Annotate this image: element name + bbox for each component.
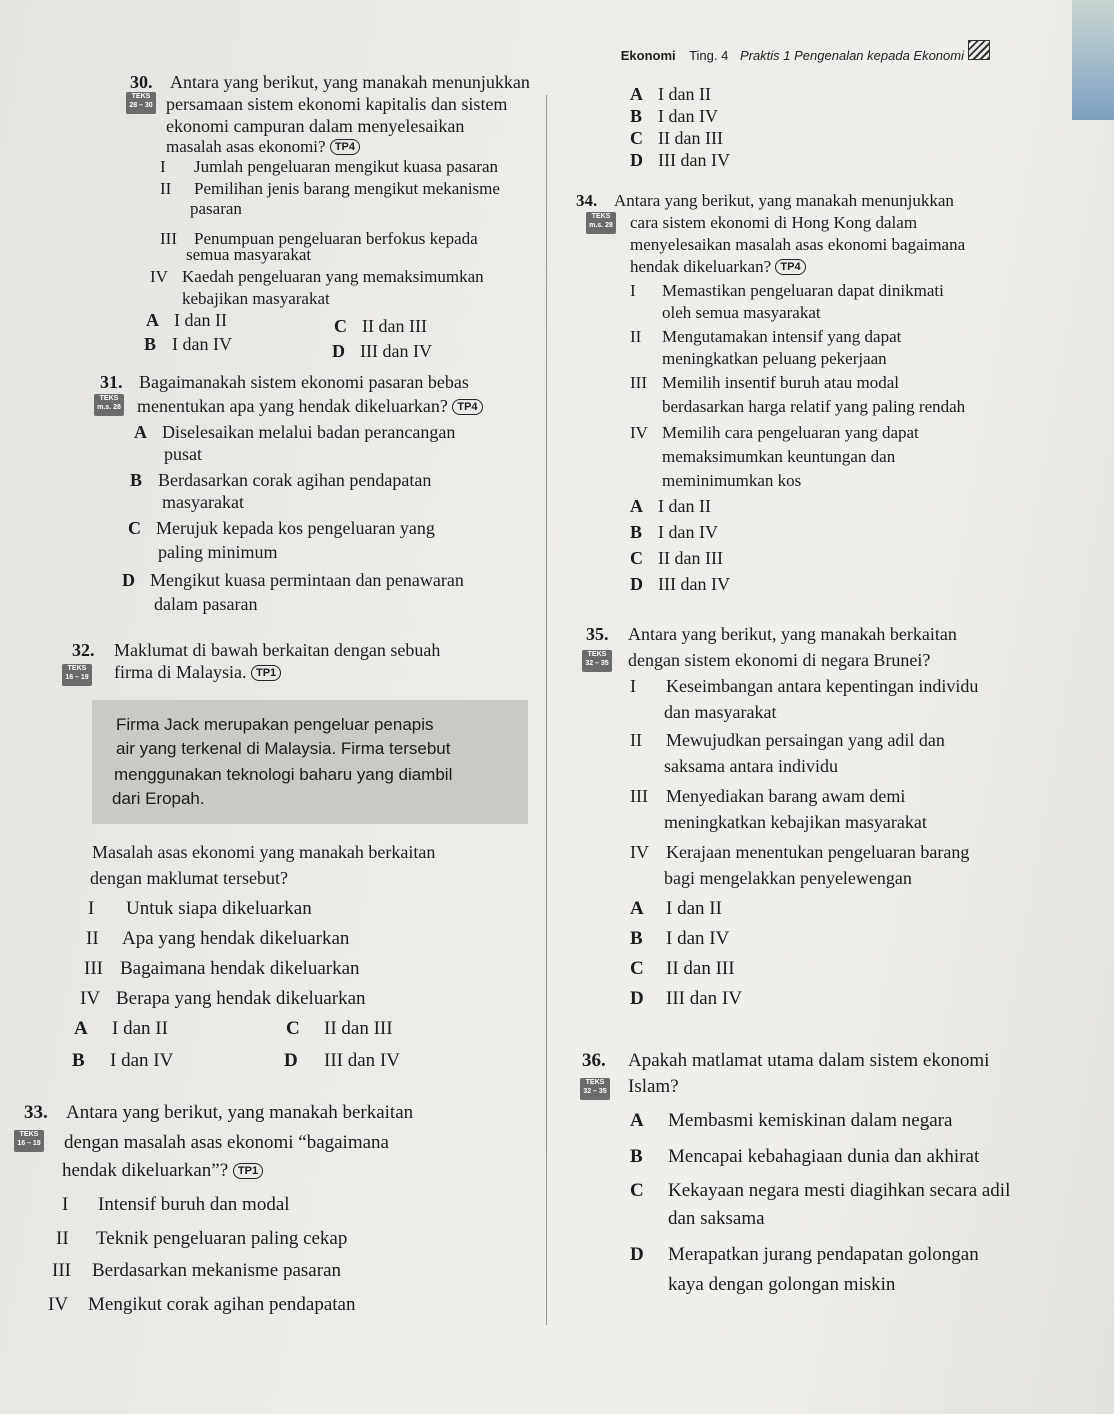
q36-option-c-cont: dan saksama xyxy=(668,1208,765,1229)
q33-line-1: Antara yang berikut, yang manakah berkaitan xyxy=(66,1102,414,1123)
q35-line-1: Antara yang berikut, yang manakah berkaitan xyxy=(628,624,957,644)
q30-item-2: II Pemilihan jenis barang mengikut mekanisme xyxy=(160,179,500,198)
q34-line-4: hendak dikeluarkan? TP4 xyxy=(630,256,806,277)
q36-book-badge: TEKS 32 – 35 xyxy=(580,1078,610,1100)
q36-option-b[interactable]: B Mencapai kebahagiaan dunia dan akhirat xyxy=(630,1146,980,1167)
q35-option-c[interactable]: C II dan III xyxy=(630,958,735,979)
q30-item-1: I Jumlah pengeluaran mengikut kuasa pasaran xyxy=(160,157,499,176)
q31-option-c-cont: paling minimum xyxy=(158,542,278,562)
header-subject: Ekonomi xyxy=(620,48,676,63)
q30-line-3: ekonomi campuran dalam menyelesaikan xyxy=(166,116,465,136)
tp1-badge: TP1 xyxy=(233,1163,263,1179)
q34-option-d[interactable]: D III dan IV xyxy=(630,574,730,594)
q32-line-2: firma di Malaysia. TP1 xyxy=(114,662,281,683)
q31-option-b-cont: masyarakat xyxy=(162,492,244,512)
q35-item-3: III Menyediakan barang awam demi xyxy=(630,786,906,806)
q34-item-1-cont: oleh semua masyarakat xyxy=(662,303,821,322)
q33-line-2: dengan masalah asas ekonomi “bagaimana xyxy=(64,1132,389,1153)
q34-item-2-cont: meningkatkan peluang pekerjaan xyxy=(662,349,887,368)
q30-right-option-a[interactable]: A I dan II xyxy=(630,84,711,104)
q30-number: 30. xyxy=(130,72,153,92)
q31-number: 31. xyxy=(100,372,123,392)
q34-item-1: I Memastikan pengeluaran dapat dinikmati xyxy=(630,281,944,300)
q30-option-b[interactable]: B I dan IV xyxy=(144,334,232,354)
q35-item-1-cont: dan masyarakat xyxy=(664,702,777,722)
book-icon xyxy=(968,40,990,60)
q30-option-a[interactable]: A I dan II xyxy=(146,310,227,330)
q30-right-option-d[interactable]: D III dan IV xyxy=(630,150,730,170)
q30-right-option-b[interactable]: B I dan IV xyxy=(630,106,718,126)
q32-item-2: II Apa yang hendak dikeluarkan xyxy=(86,928,350,949)
q30-item-4-cont: kebajikan masyarakat xyxy=(182,289,330,308)
q36-line-2: Islam? xyxy=(628,1076,679,1097)
q35-option-a[interactable]: A I dan II xyxy=(630,898,722,919)
q30-item-3-cont: semua masyarakat xyxy=(186,245,312,264)
q35-option-b[interactable]: B I dan IV xyxy=(630,928,730,949)
q35-line-2: dengan sistem ekonomi di negara Brunei? xyxy=(628,650,931,670)
q32-box-line-4: dari Eropah. xyxy=(112,789,205,808)
header-chapter: Praktis 1 Pengenalan kepada Ekonomi xyxy=(739,48,964,63)
q34-line-3: menyelesaikan masalah asas ekonomi bagaimana xyxy=(630,235,966,254)
q34-line-2: cara sistem ekonomi di Hong Kong dalam xyxy=(630,213,918,232)
q32-option-d[interactable]: D III dan IV xyxy=(284,1050,400,1071)
q35-item-4-cont: bagi mengelakkan penyelewengan xyxy=(664,868,912,888)
q31-option-d-cont: dalam pasaran xyxy=(154,594,258,614)
q34-item-3: III Memilih insentif buruh atau modal xyxy=(630,373,900,392)
q32-item-3: III Bagaimana hendak dikeluarkan xyxy=(84,958,360,979)
q32-option-c[interactable]: C II dan III xyxy=(286,1018,393,1039)
q34-item-2: II Mengutamakan intensif yang dapat xyxy=(630,327,902,346)
q32-box-line-2: air yang terkenal di Malaysia. Firma tersebut xyxy=(116,739,451,758)
q36-option-c[interactable]: C Kekayaan negara mesti diagihkan secara adil xyxy=(630,1180,1011,1201)
q36-number: 36. xyxy=(582,1050,606,1071)
q31-option-a[interactable]: A Diselesaikan melalui badan perancangan xyxy=(134,422,456,442)
tp4-badge: TP4 xyxy=(330,139,360,155)
q34-item-4-cont: memaksimumkan keuntungan dan xyxy=(662,447,896,466)
q34-item-4-cont-2: meminimumkan kos xyxy=(662,471,802,490)
page-header xyxy=(621,48,964,63)
q33-item-3: III Berdasarkan mekanisme pasaran xyxy=(52,1260,342,1281)
q32-after-line-2: dengan maklumat tersebut? xyxy=(90,868,288,888)
q32-book-badge: TEKS 16 – 19 xyxy=(62,664,92,686)
q35-number: 35. xyxy=(586,624,609,644)
q36-option-d[interactable]: D Merapatkan jurang pendapatan golongan xyxy=(630,1244,979,1265)
q30-item-4: IV Kaedah pengeluaran yang memaksimumkan xyxy=(150,267,484,286)
header-level: Ting. 4 xyxy=(689,48,729,63)
q31-option-b[interactable]: B Berdasarkan corak agihan pendapatan xyxy=(130,470,432,490)
q34-option-b[interactable]: B I dan IV xyxy=(630,522,718,542)
q30-item-3: III Penumpuan pengeluaran berfokus kepada xyxy=(160,229,478,248)
q32-item-1: I Untuk siapa dikeluarkan xyxy=(88,898,312,919)
q33-item-2: II Teknik pengeluaran paling cekap xyxy=(56,1228,348,1249)
q32-box-line-1: Firma Jack merupakan pengeluar penapis xyxy=(116,715,434,734)
q34-line-1: Antara yang berikut, yang manakah menunjukkan xyxy=(614,191,954,210)
q32-info-box xyxy=(92,700,528,824)
q35-item-1: I Keseimbangan antara kepentingan individu xyxy=(630,676,979,696)
q36-option-d-cont: kaya dengan golongan miskin xyxy=(668,1274,896,1295)
q33-item-4: IV Mengikut corak agihan pendapatan xyxy=(48,1294,356,1315)
q30-right-option-c[interactable]: C II dan III xyxy=(630,128,723,148)
q32-after-line-1: Masalah asas ekonomi yang manakah berkaitan xyxy=(92,842,436,862)
q34-book-badge: TEKS m.s. 28 xyxy=(586,212,616,234)
tp1-badge: TP1 xyxy=(251,665,281,681)
q30-line-4: masalah asas ekonomi? TP4 xyxy=(166,136,360,157)
q30-line-1: Antara yang berikut, yang manakah menunjukkan xyxy=(170,72,530,92)
q31-line-2: menentukan apa yang hendak dikeluarkan? TP4 xyxy=(137,396,483,417)
q35-item-2-cont: saksama antara individu xyxy=(664,756,838,776)
column-divider xyxy=(546,95,547,1325)
q34-number: 34. xyxy=(576,191,598,210)
q33-number: 33. xyxy=(24,1102,48,1123)
q35-item-2: II Mewujudkan persaingan yang adil dan xyxy=(630,730,945,750)
q30-book-badge: TEKS 28 – 30 xyxy=(126,92,156,114)
q31-option-a-cont: pusat xyxy=(164,444,202,464)
q30-line-2: persamaan sistem ekonomi kapitalis dan sistem xyxy=(166,94,508,114)
q32-option-b[interactable]: B I dan IV xyxy=(72,1050,174,1071)
q35-book-badge: TEKS 32 – 35 xyxy=(582,650,612,672)
q33-item-1: I Intensif buruh dan modal xyxy=(62,1194,290,1215)
q36-line-1: Apakah matlamat utama dalam sistem ekonomi xyxy=(628,1050,990,1071)
q35-item-4: IV Kerajaan menentukan pengeluaran barang xyxy=(630,842,970,862)
q31-book-badge: TEKS m.s. 28 xyxy=(94,394,124,416)
q31-option-d[interactable]: D Mengikut kuasa permintaan dan penawaran xyxy=(122,570,464,590)
q33-book-badge: TEKS 16 – 19 xyxy=(14,1130,44,1152)
q30-option-c[interactable]: C II dan III xyxy=(334,316,427,336)
q32-number: 32. xyxy=(72,640,95,660)
q32-line-1: Maklumat di bawah berkaitan dengan sebuah xyxy=(114,640,441,660)
tp4-badge: TP4 xyxy=(452,399,482,415)
q31-option-c[interactable]: C Merujuk kepada kos pengeluaran yang xyxy=(128,518,435,538)
page-edge-tab xyxy=(1072,0,1114,120)
q30-option-d[interactable]: D III dan IV xyxy=(332,341,432,361)
q34-item-3-cont: berdasarkan harga relatif yang paling rendah xyxy=(662,397,966,416)
q35-item-3-cont: meningkatkan kebajikan masyarakat xyxy=(664,812,927,832)
q32-box-line-3: menggunakan teknologi baharu yang diambil xyxy=(114,765,453,784)
q31-line-1: Bagaimanakah sistem ekonomi pasaran bebas xyxy=(139,372,469,392)
q30-item-2-cont: pasaran xyxy=(190,199,242,218)
q36-option-a[interactable]: A Membasmi kemiskinan dalam negara xyxy=(630,1110,953,1131)
q34-item-4: IV Memilih cara pengeluaran yang dapat xyxy=(630,423,919,442)
q34-option-c[interactable]: C II dan III xyxy=(630,548,723,568)
tp4-badge: TP4 xyxy=(775,259,805,275)
q32-item-4: IV Berapa yang hendak dikeluarkan xyxy=(80,988,366,1009)
q34-option-a[interactable]: A I dan II xyxy=(630,496,711,516)
q35-option-d[interactable]: D III dan IV xyxy=(630,988,742,1009)
q33-line-3: hendak dikeluarkan”? TP1 xyxy=(62,1160,263,1181)
q32-option-a[interactable]: A I dan II xyxy=(74,1018,168,1039)
